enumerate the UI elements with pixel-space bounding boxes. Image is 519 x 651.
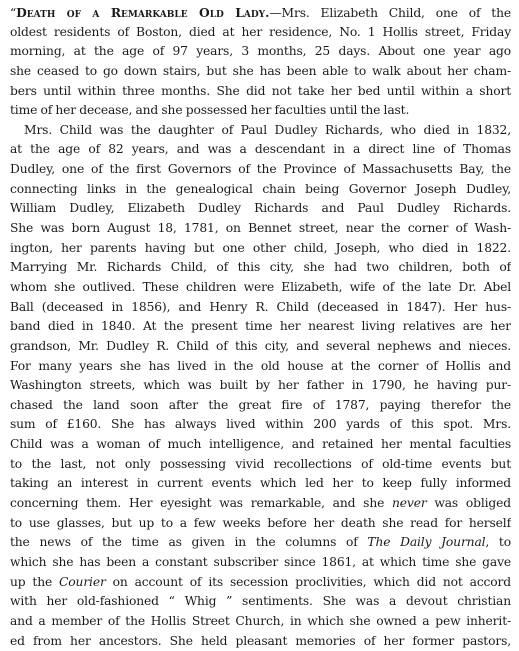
text-run: Mrs. Child was the daughter of Paul Dudley Richards, who died in 1832, xyxy=(24,123,511,137)
italic-text: never xyxy=(392,496,427,510)
text-run: She was born August 18, 1781, on Bennet street, near the corner of Wash- xyxy=(10,221,511,235)
text-run: band died in 1840. At the present time her nearest living relatives are her xyxy=(10,319,511,333)
text-run: For many years she has lived in the old house at the corner of Hollis and xyxy=(10,359,511,373)
text-run: sum of £160. She has always lived within 200 yards of this spot. Mrs. xyxy=(10,417,511,431)
text-line xyxy=(10,3,511,23)
text-line xyxy=(10,239,511,259)
text-run: was obliged xyxy=(427,496,511,510)
text-line xyxy=(10,278,511,298)
text-line xyxy=(10,23,511,43)
obituary-article xyxy=(10,3,511,651)
text-line xyxy=(10,317,511,337)
text-line xyxy=(10,258,511,278)
text-run: concerning them. Her eyesight was remarkable, and she xyxy=(10,496,392,510)
text-line xyxy=(10,180,511,200)
article-heading: Death of a Remarkable Old Lady. xyxy=(16,5,269,20)
opening-quote: “ xyxy=(10,6,16,20)
text-run: Washington streets, which was built by her father in 1790, he having pur- xyxy=(10,378,511,392)
text-line xyxy=(10,592,511,612)
text-run: she ceased to go down stairs, but she has been able to walk about her cham- xyxy=(10,64,511,78)
text-line xyxy=(10,337,511,357)
text-line xyxy=(10,121,511,141)
text-run: and a member of the Hollis Street Church, in which she owned a pew inherit- xyxy=(10,614,511,628)
text-run: to the last, not only possessing vivid recollections of old-time events but xyxy=(10,457,511,471)
text-line xyxy=(10,42,511,62)
text-run: Dudley, one of the first Governors of the Province of Massachusetts Bay, the xyxy=(10,162,511,176)
text-run: at the age of 82 years, and was a descendant in a direct line of Thomas xyxy=(10,142,511,156)
text-line xyxy=(10,160,511,180)
text-run: ington, her parents having but one other child, Joseph, who died in 1822. xyxy=(10,241,511,255)
text-line xyxy=(10,474,511,494)
text-run: the news of the time as given in the columns of xyxy=(10,535,367,549)
text-line xyxy=(10,219,511,239)
text-run: on account of its secession proclivities, which did not accord xyxy=(106,575,511,589)
text-run: grandson, Mr. Dudley R. Child of this city, and several nephews and nieces. xyxy=(10,339,511,353)
text-line xyxy=(10,140,511,160)
text-line xyxy=(10,62,511,82)
text-line xyxy=(10,199,511,219)
text-run: Ball (deceased in 1856), and Henry R. Child (deceased in 1847). Her hus- xyxy=(10,300,511,314)
text-run: connecting links in the genealogical chain being Governor Joseph Dudley, xyxy=(10,182,511,196)
text-line xyxy=(10,632,511,651)
text-line xyxy=(10,82,511,102)
text-line xyxy=(10,376,511,396)
text-run: ed from her ancestors. She held pleasant memories of her former pastors, xyxy=(10,634,511,648)
text-run: Marrying Mr. Richards Child, of this city, she had two children, both of xyxy=(10,260,511,274)
text-run: morning, at the age of 97 years, 3 months, 25 days. About one year ago xyxy=(10,44,511,58)
text-line xyxy=(10,494,511,514)
text-line xyxy=(10,357,511,377)
text-run: oldest residents of Boston, died at her residence, No. 1 Hollis street, Friday xyxy=(10,25,511,39)
text-run: Child was a woman of much intelligence, and retained her mental faculties xyxy=(10,437,511,451)
text-line xyxy=(10,455,511,475)
text-run: to use glasses, but up to a few weeks before her death she read for herself xyxy=(10,516,511,530)
text-line xyxy=(10,101,511,121)
text-run: whom she outlived. These children were Elizabeth, wife of the late Dr. Abel xyxy=(10,280,511,294)
text-run: with her old-fashioned “ Whig ” sentiments. She was a devout christian xyxy=(10,594,511,608)
text-run: William Dudley, Elizabeth Dudley Richards and Paul Dudley Richards. xyxy=(10,201,511,215)
text-line xyxy=(10,415,511,435)
text-line xyxy=(10,514,511,534)
text-line xyxy=(10,612,511,632)
text-line xyxy=(10,298,511,318)
italic-text: Courier xyxy=(59,575,106,589)
italic-text: The Daily Journal xyxy=(367,535,485,549)
text-line xyxy=(10,396,511,416)
text-run: —Mrs. Elizabeth Child, one of the xyxy=(269,6,511,20)
text-run: up the xyxy=(10,575,59,589)
text-run: time of her decease, and she possessed her faculties until the last. xyxy=(10,103,409,117)
text-line xyxy=(10,573,511,593)
text-run: , to xyxy=(485,535,511,549)
text-line xyxy=(10,553,511,573)
text-run: which she has been a constant subscriber since 1861, at which time she gave xyxy=(10,555,511,569)
text-run: chased the land soon after the great fire of 1787, paying therefor the xyxy=(10,398,511,412)
text-line xyxy=(10,533,511,553)
text-run: taking an interest in current events which led her to keep fully informed xyxy=(10,476,511,490)
text-run: bers until within three months. She did not take her bed until within a short xyxy=(10,84,511,98)
text-line xyxy=(10,435,511,455)
